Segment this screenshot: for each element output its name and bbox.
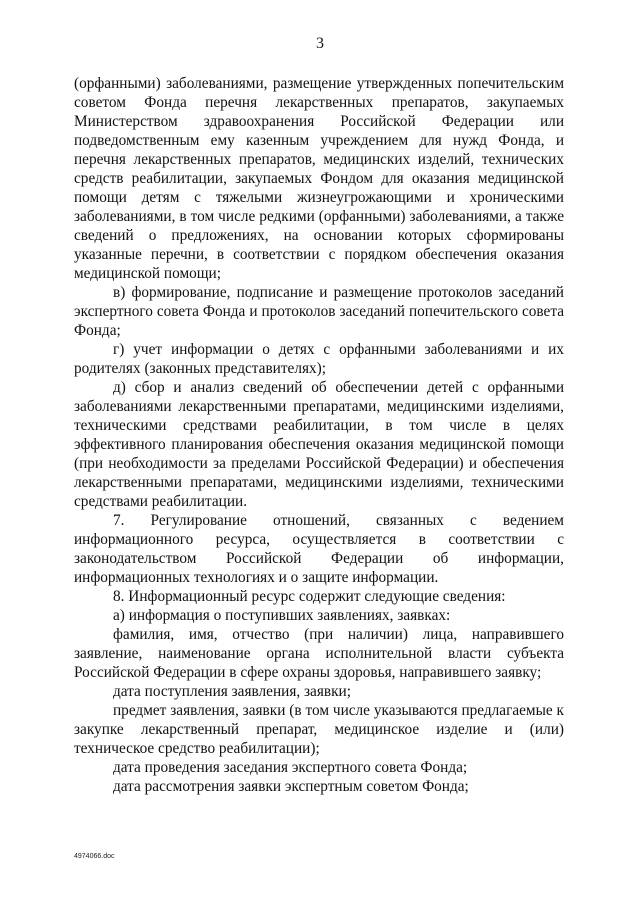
paragraph-item-a: а) информация о поступивших заявлениях, заявках:	[113, 607, 451, 624]
paragraph-item-d: д) сбор и анализ сведений об обеспечении детей с орфанными заболеваниями лекарственными препаратами, медицинскими изделиями, техническими средствами реабилитации, в том числе в целях эффективного планирования обеспечения оказания медицинской помощи (при необходимости за пределами Российской Федерации) и обеспечения лекарственными препаратами, медицинскими изделиями, техническими средствами реабилитации.	[74, 379, 564, 510]
paragraph-clause-8: 8. Информационный ресурс содержит следующие сведения:	[113, 588, 506, 605]
paragraph-clause-7: 7. Регулирование отношений, связанных с ведением информационного ресурса, осуществляется в соответствии с законодательством Российской Федерации об информации, информационных технологиях и о защите информации.	[74, 512, 564, 586]
paragraph-item-g: г) учет информации о детях с орфанными заболеваниями и их родителях (законных представителях);	[74, 341, 564, 377]
paragraph-subject: предмет заявления, заявки (в том числе указываются предлагаемые к закупке лекарственный препарат, медицинское изделие и (или) техническое средство реабилитации);	[74, 702, 564, 757]
paragraph-applicant-name: фамилия, имя, отчество (при наличии) лица, направившего заявление, наименование органа исполнительной власти субъекта Российской Федерации в сфере охраны здоровья, направившего заявку;	[74, 626, 564, 681]
paragraph-item-v: в) формирование, подписание и размещение протоколов заседаний экспертного совета Фонда и протоколов заседаний попечительского совета Фонда;	[74, 284, 564, 339]
file-code: 4974066.doc	[74, 853, 115, 860]
document-body	[74, 74, 564, 796]
paragraph-receipt-date: дата поступления заявления, заявки;	[113, 683, 351, 700]
paragraph-meeting-date: дата проведения заседания экспертного совета Фонда;	[113, 759, 468, 776]
paragraph-review-date: дата рассмотрения заявки экспертным советом Фонда;	[113, 778, 469, 795]
page-number: 3	[316, 35, 324, 52]
paragraph-continuation: (орфанными) заболеваниями, размещение утвержденных попечительским советом Фонда перечня лекарственных препаратов, закупаемых Министерством здравоохранения Российской Федерации или подведомственным ему казенным учреждением для нужд Фонда, и перечня лекарственных препаратов, медицинских изделий, технических средств реабилитации, закупаемых Фондом для оказания медицинской помощи детям с тяжелыми жизнеугрожающими и хроническими заболеваниями, в том числе редкими (орфанными) заболеваниями, а также сведений о предложениях, на основании которых сформированы указанные перечни, в соответствии с порядком обеспечения оказания медицинской помощи;	[74, 75, 564, 282]
